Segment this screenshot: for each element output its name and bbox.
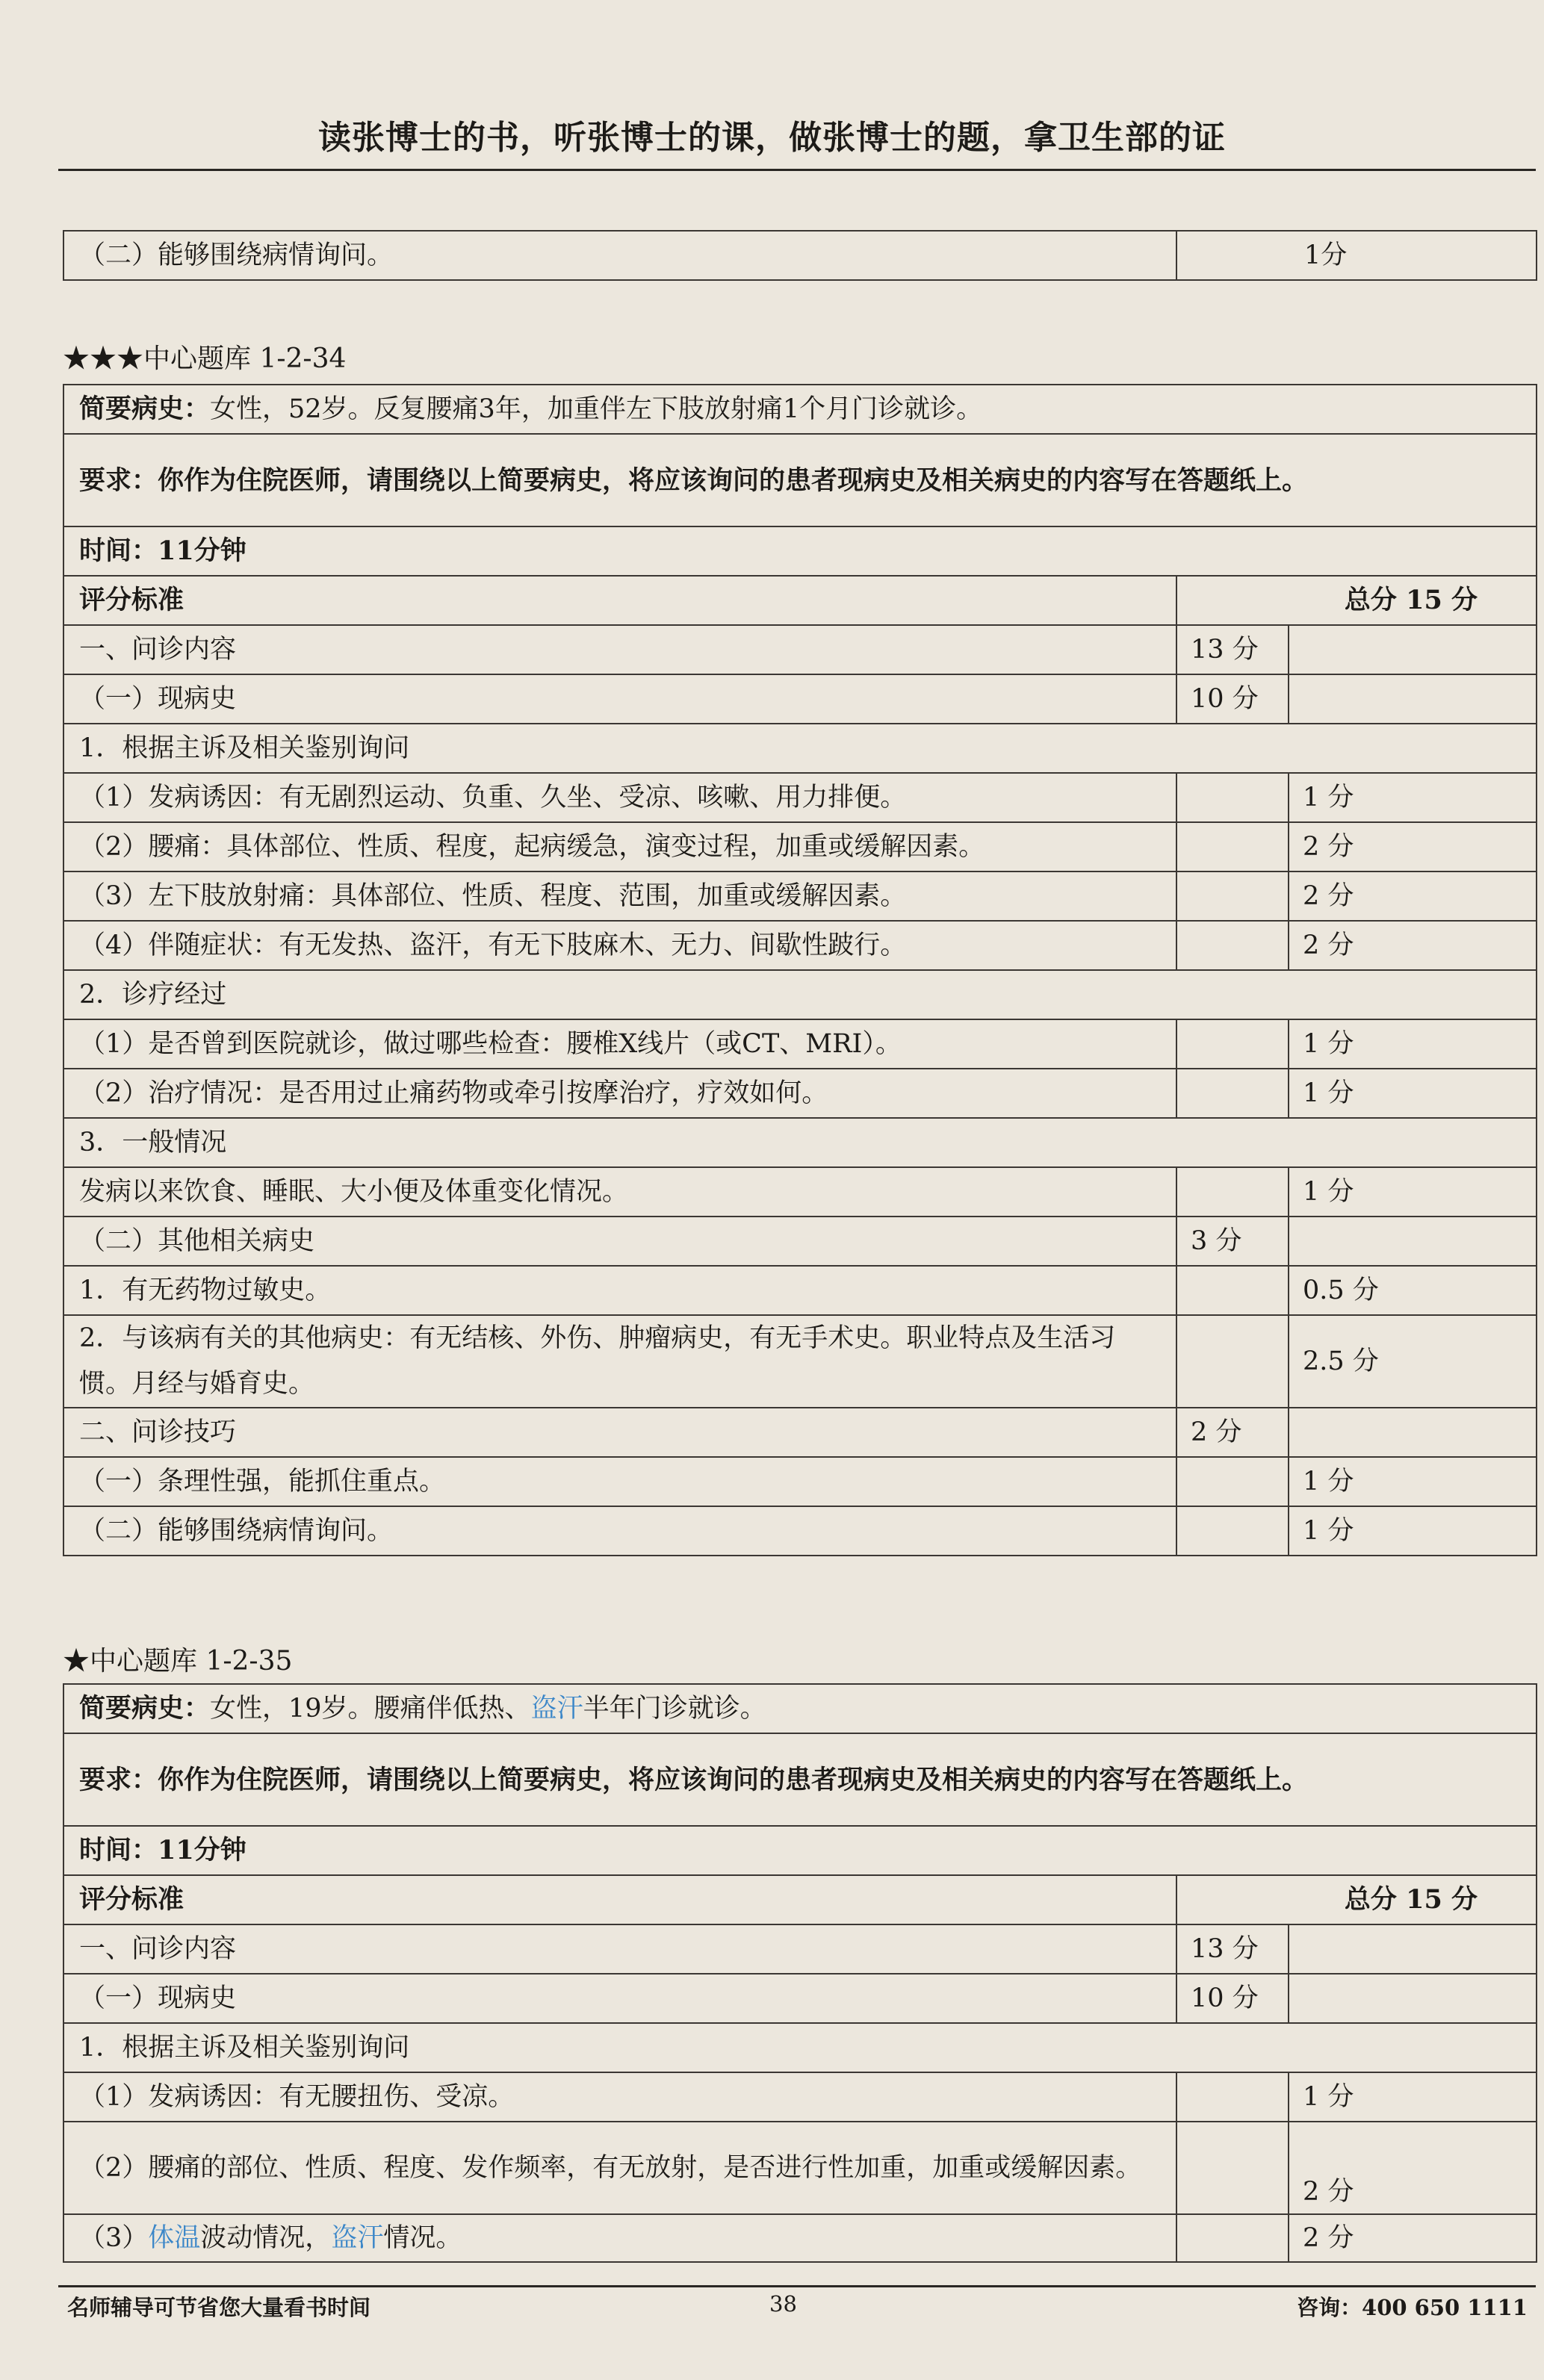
- q1-row: （一）条理性强，能抓住重点。: [63, 1457, 1176, 1506]
- q2-history: [63, 1684, 1537, 1733]
- q2-row-score: [1289, 1924, 1537, 1974]
- q2-requirement: 要求：你作为住院医师，请围绕以上简要病史，将应该询问的患者现病史及相关病史的内容写在答题纸上。: [63, 1733, 1537, 1826]
- q1-row-mid: [1176, 1069, 1289, 1118]
- q1-row-mid: [1176, 921, 1289, 970]
- q2-row: 一、问诊内容: [63, 1924, 1176, 1974]
- fragment-text: （二）能够围绕病情询问。: [63, 231, 1176, 280]
- q2-last-suffix: 情况。: [383, 2223, 462, 2253]
- q1-row: （1）发病诱因：有无剧烈运动、负重、久坐、受凉、咳嗽、用力排便。: [63, 773, 1176, 822]
- q1-row-score: [1289, 625, 1537, 674]
- q2-row-mid: [1176, 2072, 1289, 2122]
- q1-table: [63, 384, 1537, 1556]
- q1-row: （4）伴随症状：有无发热、盗汗，有无下肢麻木、无力、间歇性跛行。: [63, 921, 1176, 970]
- q2-table: [63, 1683, 1537, 2263]
- q2-row-score: 1 分: [1289, 2072, 1537, 2122]
- q1-row-mid: [1176, 871, 1289, 921]
- q2-row: （1）发病诱因：有无腰扭伤、受凉。: [63, 2072, 1176, 2122]
- q1-row: 2．诊疗经过: [63, 970, 1537, 1019]
- q2-last-middle: 波动情况，: [200, 2223, 332, 2253]
- q2-history-highlight: 盗汗: [530, 1694, 583, 1724]
- q1-row: 3．一般情况: [63, 1118, 1537, 1167]
- q2-row: 1．根据主诉及相关鉴别询问: [63, 2023, 1537, 2072]
- page-header: 读张博士的书，听张博士的课，做张博士的题，拿卫生部的证: [318, 119, 1226, 157]
- q1-row-mid: 10 分: [1176, 674, 1289, 724]
- q1-row-mid: 2 分: [1176, 1408, 1289, 1457]
- footer-slogan: 名师辅导可节省您大量看书时间: [67, 2295, 371, 2320]
- q1-standard-label: 评分标准: [63, 576, 1176, 625]
- q1-row-score: 2 分: [1289, 871, 1537, 921]
- q1-row-score: 2 分: [1289, 921, 1537, 970]
- q1-requirement: 要求：你作为住院医师，请围绕以上简要病史，将应该询问的患者现病史及相关病史的内容写在答题纸上。: [63, 434, 1537, 526]
- q2-row-score: 2 分: [1289, 2122, 1537, 2214]
- q1-row-score: 0.5 分: [1289, 1266, 1537, 1315]
- q1-row-mid: [1176, 1315, 1289, 1408]
- q1-row-mid: [1176, 1457, 1289, 1506]
- q2-total-score: 总分 15 分: [1176, 1875, 1537, 1924]
- q1-row-mid: [1176, 1266, 1289, 1315]
- q1-row-score: 1 分: [1289, 1167, 1537, 1217]
- footer-rule: [58, 2285, 1536, 2287]
- q1-history: [63, 385, 1537, 434]
- q1-row-mid: [1176, 822, 1289, 871]
- q2-history-text: 女性，19岁。腰痛伴低热、: [210, 1694, 531, 1724]
- q1-row: （2）腰痛：具体部位、性质、程度，起病缓急，演变过程，加重或缓解因素。: [63, 822, 1176, 871]
- q1-row: （2）治疗情况：是否用过止痛药物或牵引按摩治疗，疗效如何。: [63, 1069, 1176, 1118]
- q1-row: （二）其他相关病史: [63, 1217, 1176, 1266]
- q2-standard-label: 评分标准: [63, 1875, 1176, 1924]
- q1-row-score: 1 分: [1289, 1019, 1537, 1069]
- q1-row-score: 1 分: [1289, 1457, 1537, 1506]
- q2-last-highlight-1: 体温: [148, 2223, 201, 2253]
- q1-row-mid: [1176, 1167, 1289, 1217]
- header-rule: [58, 169, 1536, 171]
- q1-row-score: 1 分: [1289, 1506, 1537, 1556]
- q2-row-last: [63, 2214, 1176, 2262]
- q1-row-mid: 13 分: [1176, 625, 1289, 674]
- q1-row: 1．有无药物过敏史。: [63, 1266, 1176, 1315]
- q1-row-score: 1 分: [1289, 773, 1537, 822]
- q2-row: （2）腰痛的部位、性质、程度、发作频率，有无放射，是否进行性加重，加重或缓解因素。: [63, 2122, 1176, 2214]
- q2-row-mid: 10 分: [1176, 1974, 1289, 2023]
- q2-row-score: [1289, 1974, 1537, 2023]
- q1-row: 2．与该病有关的其他病史：有无结核、外伤、肿瘤病史，有无手术史。职业特点及生活习惯。月经与婚育史。: [63, 1315, 1176, 1408]
- q1-row-score: [1289, 674, 1537, 724]
- q1-row: （二）能够围绕病情询问。: [63, 1506, 1176, 1556]
- q2-last-prefix: （3）: [79, 2223, 149, 2253]
- q2-row-mid: [1176, 2122, 1289, 2214]
- q1-row: 二、问诊技巧: [63, 1408, 1176, 1457]
- q2-title: ★中心题库 1-2-35: [63, 1646, 293, 1677]
- q1-row: 一、问诊内容: [63, 625, 1176, 674]
- q1-row: 1．根据主诉及相关鉴别询问: [63, 724, 1537, 773]
- q1-row: （1）是否曾到医院就诊，做过哪些检查：腰椎X线片（或CT、MRI）。: [63, 1019, 1176, 1069]
- q1-row-score: 1 分: [1289, 1069, 1537, 1118]
- q1-row-mid: 3 分: [1176, 1217, 1289, 1266]
- q1-row-score: [1289, 1408, 1537, 1457]
- q1-row-mid: [1176, 1019, 1289, 1069]
- q1-row-score: [1289, 1217, 1537, 1266]
- q2-row-mid: [1176, 2214, 1289, 2262]
- q1-total-score: 总分 15 分: [1176, 576, 1537, 625]
- page-number: 38: [769, 2291, 797, 2317]
- top-fragment-table: [63, 230, 1537, 281]
- q2-row-mid: 13 分: [1176, 1924, 1289, 1974]
- q1-row-score: 2 分: [1289, 822, 1537, 871]
- q1-row-score: 2.5 分: [1289, 1315, 1537, 1408]
- q2-last-highlight-2: 盗汗: [331, 2223, 384, 2253]
- q1-history-text: 女性，52岁。反复腰痛3年，加重伴左下肢放射痛1个月门诊就诊。: [210, 394, 983, 424]
- q2-history-text-end: 半年门诊就诊。: [583, 1694, 766, 1724]
- q1-history-label: 简要病史：: [79, 394, 211, 424]
- q2-row: （一）现病史: [63, 1974, 1176, 2023]
- q1-row-mid: [1176, 773, 1289, 822]
- q2-time: 时间：11分钟: [63, 1826, 1537, 1875]
- q2-row-score: 2 分: [1289, 2214, 1537, 2262]
- q2-history-label: 简要病史：: [79, 1693, 211, 1724]
- q1-title: ★★★中心题库 1-2-34: [63, 344, 347, 374]
- q1-row: （一）现病史: [63, 674, 1176, 724]
- q1-row: （3）左下肢放射痛：具体部位、性质、程度、范围，加重或缓解因素。: [63, 871, 1176, 921]
- footer-contact: 咨询：400 650 1111: [1297, 2295, 1528, 2320]
- fragment-score: 1分: [1176, 231, 1537, 280]
- q1-row: 发病以来饮食、睡眠、大小便及体重变化情况。: [63, 1167, 1176, 1217]
- q1-time: 时间：11分钟: [63, 526, 1537, 576]
- q1-row-mid: [1176, 1506, 1289, 1556]
